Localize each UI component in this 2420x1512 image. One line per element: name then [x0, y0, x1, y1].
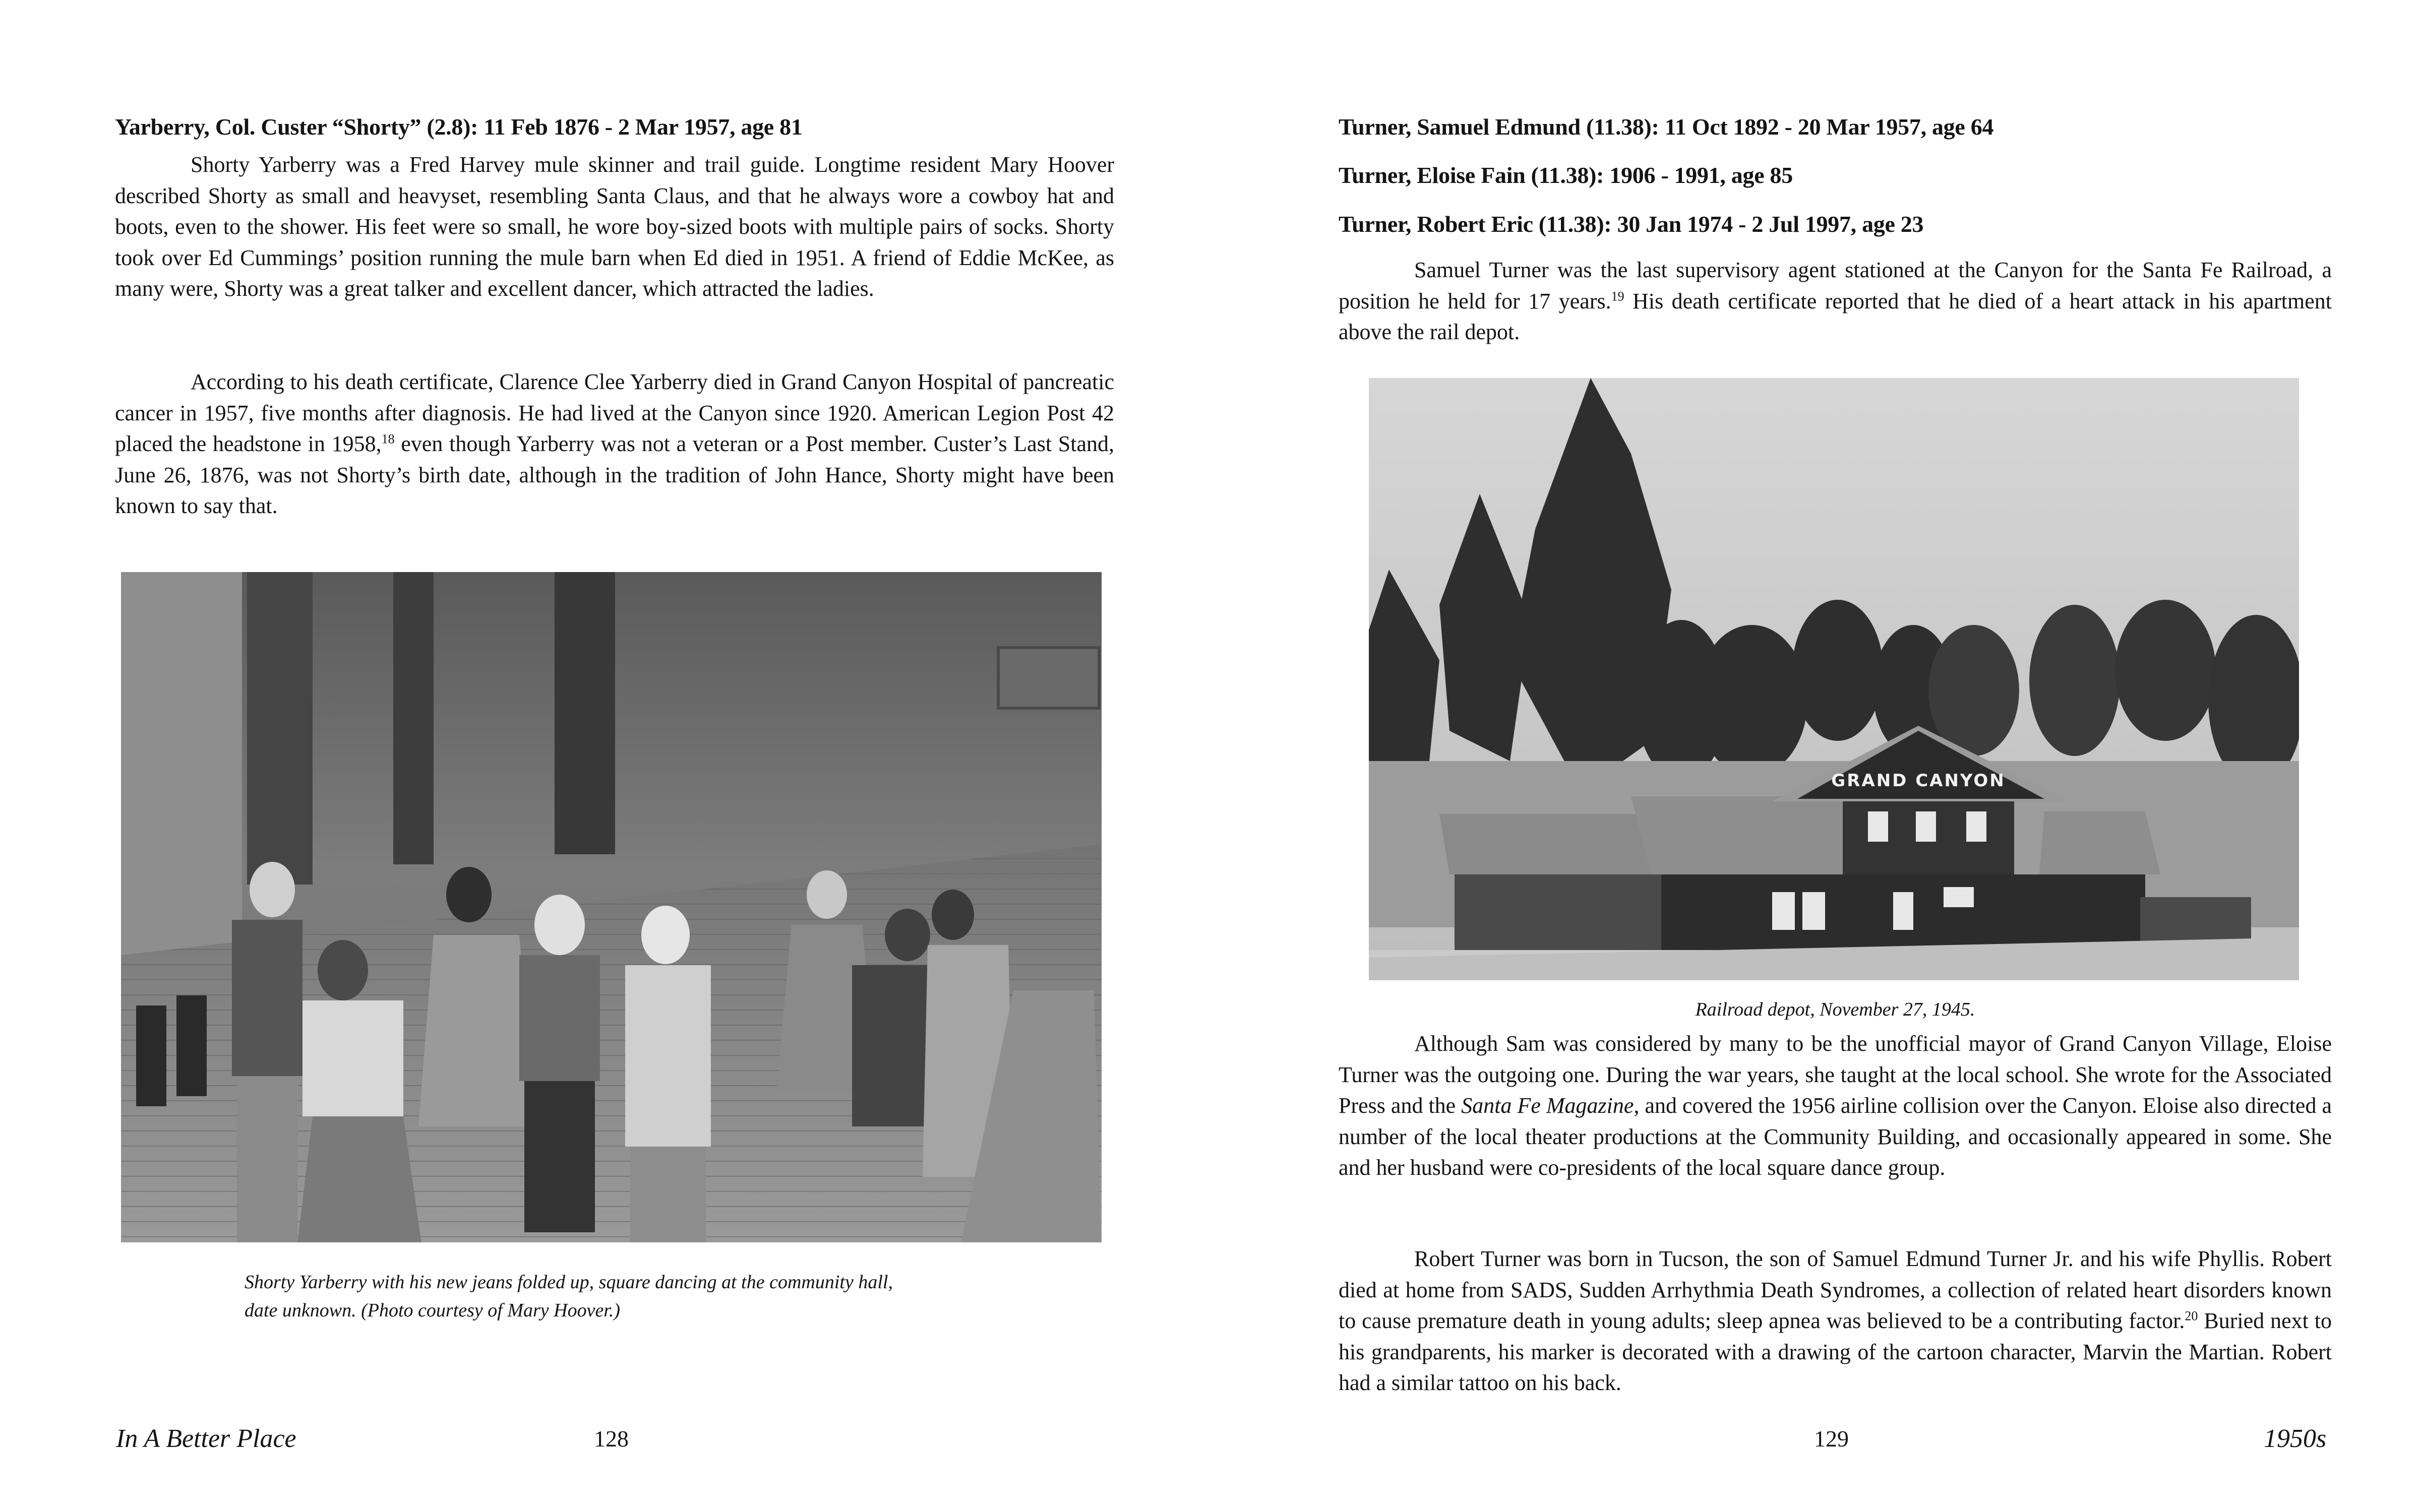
entry-heading-robert-turner: Turner, Robert Eric (11.38): 30 Jan 1974 - 2 Jul 1997, age 23	[1339, 211, 1924, 237]
paragraph-text: Although Sam was considered by many to be the unofficial mayor of Grand Canyon Village, Eloise Turner was the outgoing one. During the war years, she taught at the local school. She wrote for the Associated Press and the	[1339, 1031, 2332, 1118]
entry-heading-yarberry: Yarberry, Col. Custer “Shorty” (2.8): 11 Feb 1876 - 2 Mar 1957, age 81	[115, 114, 803, 140]
right-page	[1210, 0, 2420, 1512]
square-dancing-photo	[121, 572, 1102, 1242]
footer-book-title: In A Better Place	[116, 1424, 296, 1453]
paragraph-text: Samuel Turner was the last supervisory agent stationed at the Canyon for the Santa Fe Railroad, a position he held for 17 years.	[1339, 258, 2332, 313]
paragraph-text: According to his death certificate, Clarence Clee Yarberry died in Grand Canyon Hospital of pancreatic cancer in 1957, five months after diagnosis. He had lived at the Canyon since 1920. American Legion Post 42 placed the headstone in 1958,	[115, 369, 1114, 456]
railroad-depot-photo-image	[1369, 378, 2299, 980]
photo-caption-railroad-depot: Railroad depot, November 27, 1945.	[1695, 999, 1975, 1020]
magazine-title: Santa Fe Magazine	[1461, 1093, 1634, 1118]
footer-page-number-left: 128	[594, 1426, 629, 1452]
caption-line: date unknown. (Photo courtesy of Mary Hoover.)	[245, 1300, 621, 1321]
entry-heading-samuel-turner: Turner, Samuel Edmund (11.38): 11 Oct 1892 - 20 Mar 1957, age 64	[1339, 114, 1994, 140]
footer-page-number-right: 129	[1814, 1426, 1849, 1452]
paragraph-text: , and covered the 1956 airline collision over the Canyon. Eloise also directed a number of the local theater productions at the Community Building, and occasionally appeared in some. She and her husband were co-presidents of the local square dance group.	[1339, 1093, 2332, 1180]
caption-line: Shorty Yarberry with his new jeans folded up, square dancing at the community hall,	[245, 1272, 893, 1293]
entry-heading-eloise-turner: Turner, Eloise Fain (11.38): 1906 - 1991, age 85	[1339, 162, 1793, 188]
paragraph-yarberry-bio: Shorty Yarberry was a Fred Harvey mule skinner and trail guide. Longtime resident Mary Hoover described Shorty as small and heavyset, resembling Santa Claus, and that he always wore a cowboy hat and boots, even to the shower. His feet were so small, he wore boy-sized boots with multiple pairs of socks. Shorty took over Ed Cummings’ position running the mule barn when Ed died in 1951. A friend of Eddie McKee, as many were, Shorty was a great talker and excellent dancer, which attracted the ladies.	[115, 152, 1114, 301]
footnote-ref: 18	[381, 431, 395, 447]
paragraph-text: His death certificate reported that he died of a heart attack in his apartment above the rail depot.	[1339, 288, 2332, 344]
square-dancing-photo-image	[121, 572, 1102, 1242]
footnote-ref: 20	[2185, 1308, 2198, 1324]
paragraph-text: even though Yarberry was not a veteran or a Post member. Custer’s Last Stand, June 26, 1876, was not Shorty’s birth date, although in the tradition of John Hance, Shorty might have been known to say that.	[115, 431, 1114, 518]
depot-sign: GRAND CANYON	[1831, 771, 2006, 791]
paragraph-robert-turner	[1339, 1243, 2332, 1399]
paragraph-text: Robert Turner was born in Tucson, the son of Samuel Edmund Turner Jr. and his wife Phyllis. Robert died at home from SADS, Sudden Arrhythmia Death Syndromes, a collection of related heart disorders known to cause premature death in young adults; sleep apnea was believed to be a contributing factor.	[1339, 1246, 2332, 1333]
photo-caption-square-dancing	[245, 1268, 1051, 1325]
footnote-ref: 19	[1611, 288, 1624, 303]
paragraph-text: Buried next to his grandparents, his marker is decorated with a drawing of the cartoon character, Marvin the Martian. Robert had a similar tattoo on his back.	[1339, 1308, 2332, 1395]
footer-chapter-title: 1950s	[2264, 1424, 2327, 1453]
paragraph-samuel-turner	[1339, 255, 2332, 348]
paragraph-yarberry-death	[115, 366, 1114, 522]
railroad-depot-photo	[1369, 378, 2299, 980]
paragraph-eloise-turner	[1339, 1028, 2332, 1183]
